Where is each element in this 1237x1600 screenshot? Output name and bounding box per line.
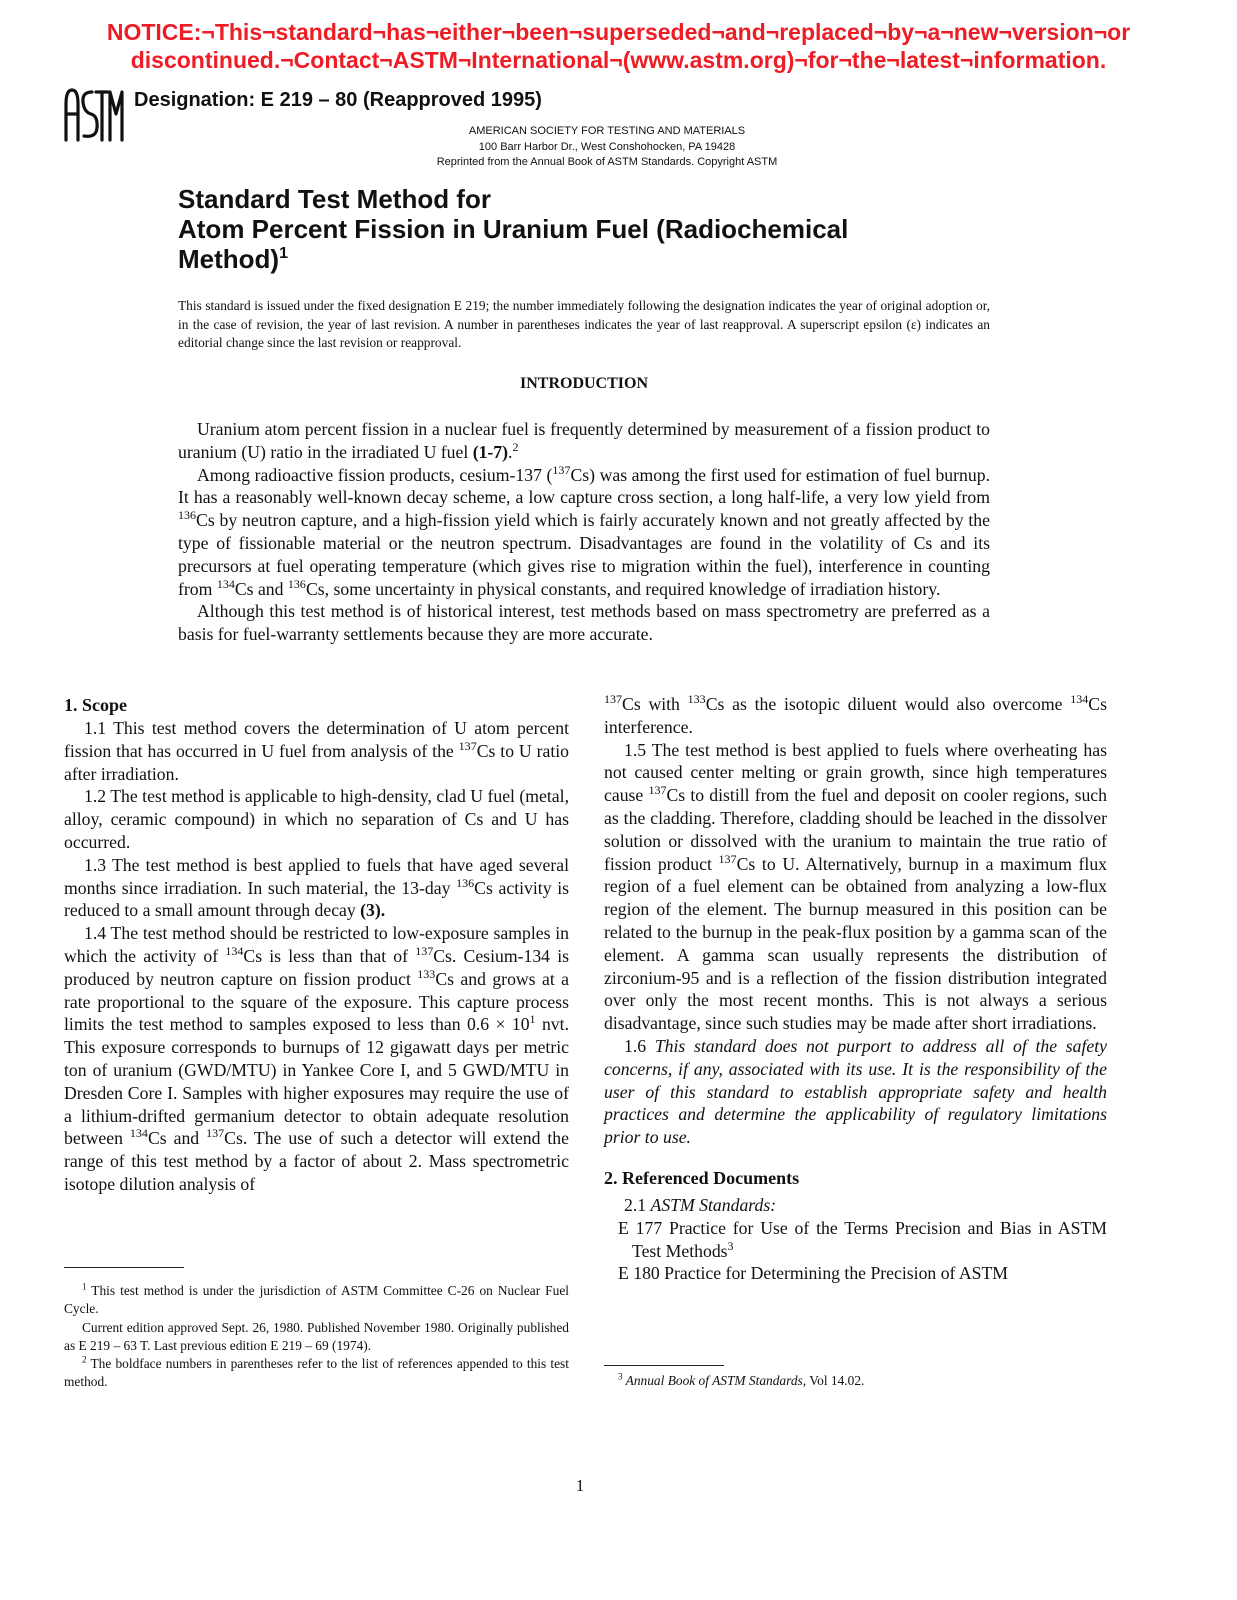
org-name: AMERICAN SOCIETY FOR TESTING AND MATERIALS	[468, 125, 746, 137]
isotope-mass: 137	[415, 943, 434, 958]
astm-logo-icon	[62, 84, 126, 142]
text-run: Cs. Cesium-134 is produced by neutron capture on fission product	[64, 945, 569, 989]
intro-p1-footnote-mark: 2	[512, 439, 519, 454]
text-run: Cs and grows at a rate proportional to the square of the exposure. This capture process limits the test method to samples exposed to less than 0.6 × 10	[64, 968, 569, 1035]
left-column	[64, 693, 569, 1196]
text-run: ASTM Standards:	[650, 1194, 777, 1215]
text-run: 1.4 The test method should be restricted to low-exposure samples in which the activity of	[64, 923, 569, 966]
notice-line-2: discontinued.¬Contact¬ASTM¬International¬(www.astm.org)¬for¬the¬latest¬information.	[130, 47, 1107, 73]
intro-paragraph-1	[178, 418, 990, 464]
isotope-mass: 134	[129, 1126, 148, 1141]
isotope-mass: 137	[648, 782, 667, 797]
isotope-mass: 133	[417, 966, 436, 981]
footnote-1	[64, 1282, 569, 1319]
footnote-divider	[604, 1365, 724, 1366]
section-1-6	[604, 1035, 1107, 1149]
section-1-2: 1.2 The test method is applicable to high-density, clad U fuel (metal, alloy, ceramic compound) in which no separation of Cs and U has occurred.	[64, 786, 569, 852]
text-run: 1.3 The test method is best applied to fuels that have aged several months since irradiation. In such material, the 13-day	[64, 854, 569, 898]
intro-p1-reference: (1-7)	[472, 441, 509, 462]
footnote-divider	[64, 1267, 184, 1268]
text-run: 2.1	[624, 1194, 651, 1215]
document-title	[178, 184, 1018, 274]
footnote-mark: 3	[618, 1371, 623, 1382]
section-1-4-continued	[604, 693, 1107, 739]
text-run: Cs. The use of such a detector will extend the range of this test method by a factor of about 2. Mass spectrometric isotope dilution analysis of	[64, 1128, 569, 1194]
footnote-mark: 1	[82, 1281, 87, 1292]
intro-p1-end: .	[508, 441, 513, 462]
text-run: Cs interference.	[604, 694, 1107, 737]
intro-paragraph-2	[178, 464, 990, 601]
text-run: Among radioactive fission products, cesium-137 (	[197, 464, 553, 485]
right-column	[604, 693, 1107, 1285]
isotope-mass: 137	[206, 1126, 225, 1141]
supersession-notice	[40, 18, 1197, 74]
reprint-note: Reprinted from the Annual Book of ASTM Standards. Copyright ASTM	[436, 156, 778, 168]
section-1-1	[64, 717, 569, 785]
text-run: Cs and	[234, 578, 288, 599]
section-1-3	[64, 854, 569, 922]
exponent: 1	[529, 1012, 536, 1027]
title-line-3	[178, 244, 1018, 274]
text-run: Cs and	[147, 1128, 207, 1149]
text-run: This test method is under the jurisdiction of ASTM Committee C-26 on Nuclear Fuel Cycle.	[64, 1283, 569, 1317]
text-run: Cs to U. Alternatively, burnup in a maximum flux region of a fuel element can be obtained from analyzing a low-flux region of the element. The burnup measured in this position can be related to the burnup in the peak-flux position by a gamma scan of the element. A gamma scan usually represents the distribution of zirconium-95 and is a reflection of the fission distribution integrated over only the most recent months. This is not always a serious disadvantage, since such studies may be made after short irradiations.	[604, 853, 1108, 1034]
section-heading-referenced-documents: 2. Referenced Documents	[604, 1167, 800, 1188]
org-address: 100 Barr Harbor Dr., West Conshohocken, PA 19428	[478, 140, 736, 153]
text-run: Cs to distill from the fuel and deposit on cooler regions, such as the cladding. Therefore, cladding should be leached in the dissolver solution or dissolved with the uranium to maintain the true ratio of fission product	[604, 785, 1107, 874]
text-run: E 180 Practice for Determining the Precision of ASTM	[618, 1263, 1009, 1284]
text-run: 1.6	[624, 1035, 655, 1056]
footnote-mark: 3	[727, 1238, 734, 1253]
issuance-note: This standard is issued under the fixed designation E 219; the number immediately following the designation indicates the year of original adoption or, in the case of revision, the year of last revision. A number in parentheses indicates the year of last reapproval. A superscript epsilon (ε) indicates an editorial change since the last revision or reapproval.	[178, 298, 990, 350]
safety-caveat: This standard does not purport to address all of the safety concerns, if any, associated with its use. It is the responsibility of the user of this standard to establish appropriate safety and health practices and determine the applicability of regulatory limitations prior to use.	[604, 1035, 1107, 1148]
footnote-2	[64, 1355, 569, 1392]
isotope-mass: 134	[1070, 691, 1089, 706]
text-run: 1.5 The test method is best applied to fuels where overheating has not caused center melting or grain growth, since high temperatures cause	[604, 739, 1107, 806]
isotope-mass: 136	[456, 875, 475, 890]
introduction-body	[178, 418, 990, 646]
text-run: 1.1 This test method covers the determination of U atom percent fission that has occurred in U fuel from analysis of the	[64, 718, 569, 761]
title-line-1: Standard Test Method for	[178, 184, 491, 214]
publisher-block	[390, 124, 824, 171]
isotope-mass: 137	[552, 462, 571, 477]
referenced-standards-list	[604, 1217, 1107, 1285]
isotope-mass: 137	[604, 691, 623, 706]
page-number: 1	[575, 1476, 585, 1495]
text-run: Cs to U ratio after irradiation.	[64, 740, 569, 784]
list-item	[618, 1262, 1107, 1285]
footnotes-left	[64, 1282, 569, 1392]
section-1-4	[64, 922, 569, 1196]
text-run: The boldface numbers in parentheses refer to the list of references appended to this test method.	[64, 1356, 569, 1390]
designation: Designation: E 219 – 80 (Reapproved 1995)	[134, 89, 542, 111]
isotope-mass: 134	[216, 576, 235, 591]
introduction-heading: INTRODUCTION	[519, 375, 648, 392]
footnote-3	[604, 1372, 1107, 1390]
text-run: Cs with	[622, 694, 688, 714]
reference-number: (3).	[360, 900, 386, 921]
title-line-3-text: Method)	[178, 244, 280, 274]
text-run: Cs activity is reduced to a small amount through decay	[64, 877, 569, 921]
text-run: Annual Book of ASTM Standards	[622, 1373, 803, 1388]
footnote-1-edition: Current edition approved Sept. 26, 1980. Published November 1980. Originally published as E 219 – 63 T. Last previous edition E 219 – 69 (1974).	[64, 1319, 569, 1353]
isotope-mass: 136	[178, 507, 197, 522]
footnotes-right	[604, 1372, 1107, 1390]
text-run: Cs) was among the first used for estimation of fuel burnup. It has a reasonably well-known decay scheme, a low capture cross section, a long half-life, a very low yield from	[178, 464, 990, 508]
text-run: E 177 Practice for Use of the Terms Precision and Bias in ASTM Test Methods	[618, 1217, 1107, 1261]
isotope-mass: 133	[687, 691, 706, 706]
list-item	[618, 1217, 1107, 1263]
notice-line-1: NOTICE:¬This¬standard¬has¬either¬been¬superseded¬and¬replaced¬by¬a¬new¬version¬or	[106, 19, 1131, 45]
footnote-mark: 2	[82, 1354, 87, 1365]
intro-paragraph-3: Although this test method is of historical interest, test methods based on mass spectrometry are preferred as a basis for fuel-warranty settlements because they are more accurate.	[178, 601, 990, 645]
text-run: Cs as the isotopic diluent would also overcome	[705, 694, 1071, 714]
isotope-mass: 134	[225, 943, 244, 958]
isotope-mass: 137	[718, 851, 737, 866]
text-run: Cs by neutron capture, and a high-fission yield which is fairly accurately known and not greatly affected by the type of fissionable material or the neutron spectrum. Disadvantages are found in the volatility of Cs and its precursors at fuel operating temperature (which gives rise to migration within the fuel), interference in counting from	[178, 510, 990, 599]
text-run: Cs, some uncertainty in physical constants, and required knowledge of irradiation history.	[305, 578, 941, 599]
text-run: Cs is less than that of	[243, 945, 416, 966]
title-footnote-mark: 1	[279, 245, 288, 262]
title-line-2: Atom Percent Fission in Uranium Fuel (Radiochemical	[178, 214, 849, 244]
section-heading-scope: 1. Scope	[64, 695, 127, 715]
section-1-5	[604, 739, 1107, 1035]
intro-p1-text: Uranium atom percent fission in a nuclear fuel is frequently determined by measurement of a fission product to uranium (U) ratio in the irradiated U fuel	[178, 419, 990, 462]
isotope-mass: 137	[458, 738, 477, 753]
section-2-1	[604, 1194, 1107, 1217]
isotope-mass: 136	[287, 576, 306, 591]
text-run: , Vol 14.02.	[802, 1373, 865, 1388]
text-run: nvt. This exposure corresponds to burnups of 12 gigawatt days per metric ton of uranium (GWD/MTU) in Yankee Core I, and 5 GWD/MTU in Dresden Core I. Samples with higher exposures may require the use of a lithium-drifted germanium detector to obtain adequate resolution between	[64, 1014, 569, 1149]
